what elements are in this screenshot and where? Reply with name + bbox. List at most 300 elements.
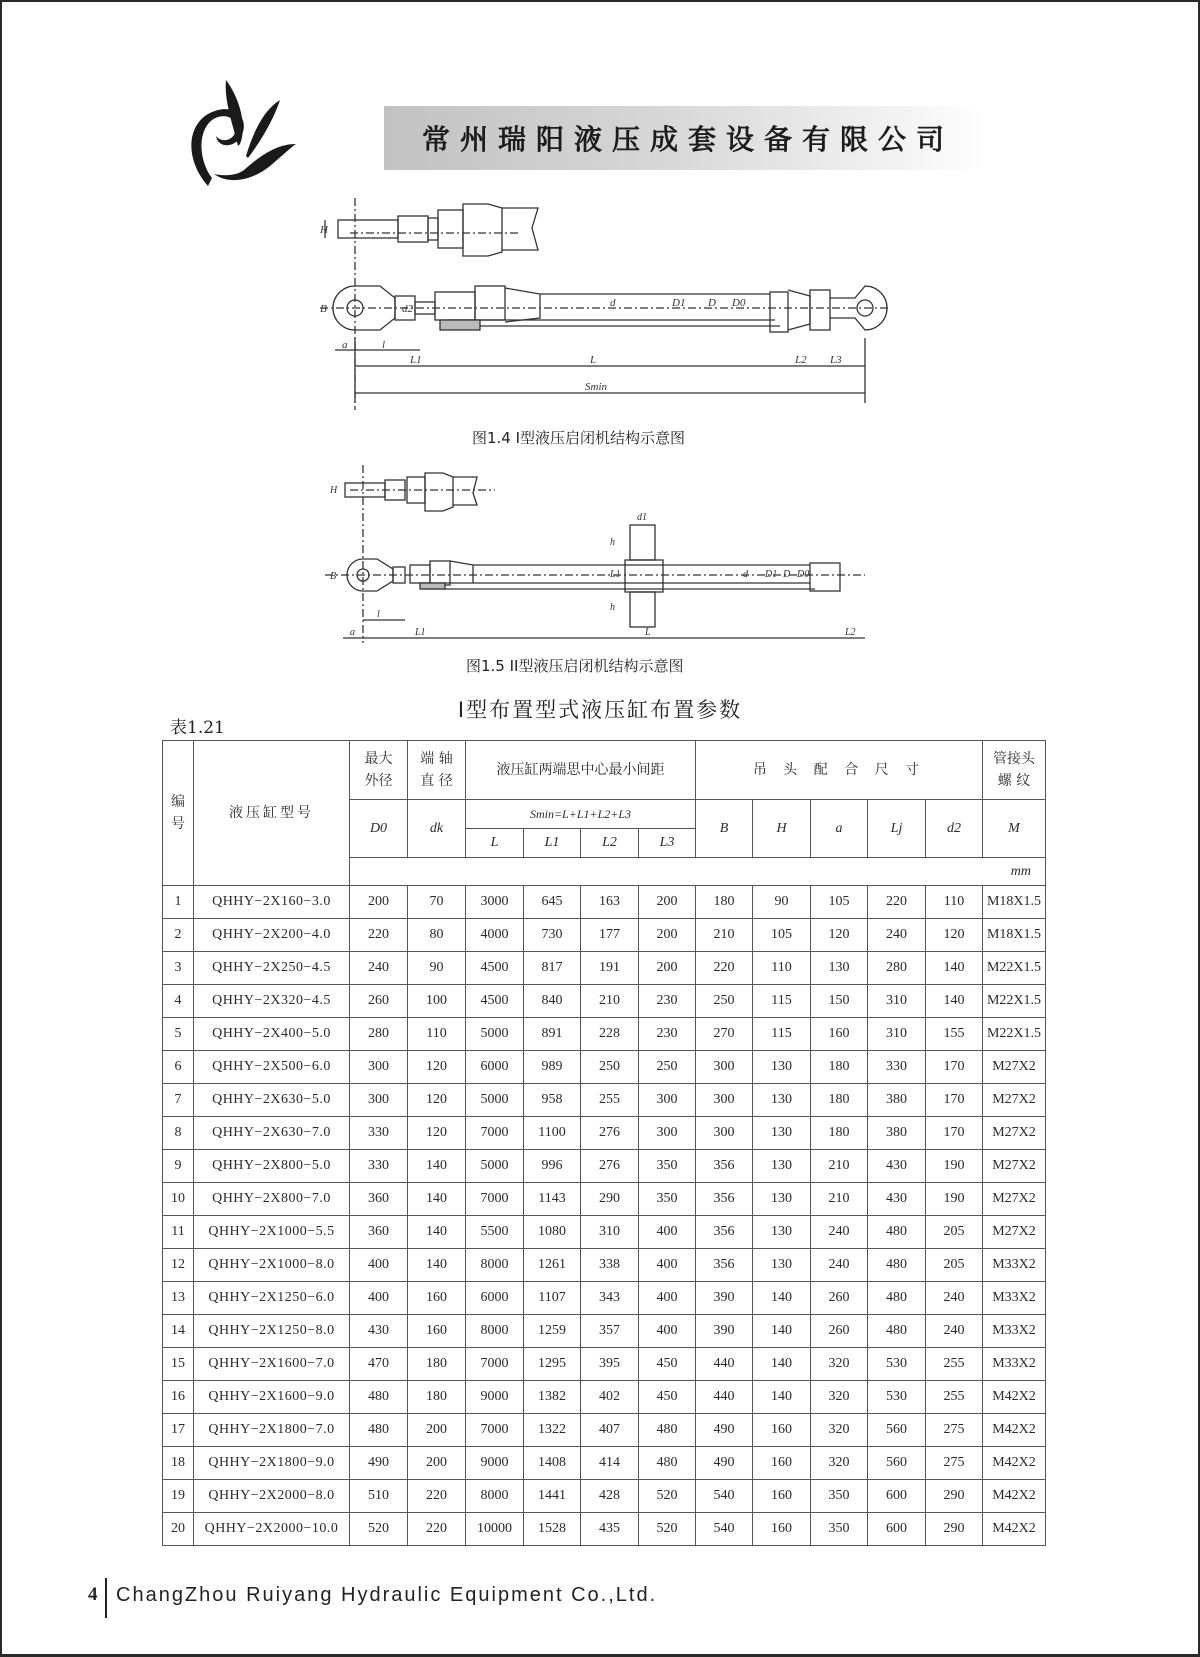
value-cell: 310: [868, 1018, 926, 1051]
value-cell: 130: [753, 1117, 811, 1150]
value-cell: 290: [926, 1480, 983, 1513]
value-cell: 1080: [524, 1216, 581, 1249]
model-cell: QHHY−2X2000−8.0: [194, 1480, 350, 1513]
value-cell: 240: [868, 919, 926, 952]
header-L2: L2: [581, 829, 639, 858]
value-cell: 600: [868, 1513, 926, 1546]
value-cell: 330: [868, 1051, 926, 1084]
value-cell: 200: [350, 886, 408, 919]
value-cell: 130: [811, 952, 868, 985]
value-cell: 1322: [524, 1414, 581, 1447]
value-cell: 4500: [466, 952, 524, 985]
row-number: 16: [163, 1381, 194, 1414]
value-cell: 90: [408, 952, 466, 985]
footer-divider: [105, 1578, 107, 1618]
svg-text:L: L: [645, 627, 651, 638]
svg-text:D: D: [783, 569, 791, 580]
value-cell: 300: [350, 1051, 408, 1084]
value-cell: 130: [753, 1150, 811, 1183]
svg-text:D1: D1: [765, 569, 778, 580]
value-cell: 400: [639, 1315, 696, 1348]
value-cell: 380: [868, 1117, 926, 1150]
table-row: [163, 1447, 1046, 1480]
row-number: 11: [163, 1216, 194, 1249]
header-no: 编号: [163, 741, 194, 886]
value-cell: 177: [581, 919, 639, 952]
row-number: 1: [163, 886, 194, 919]
page-number: 4: [88, 1584, 98, 1605]
row-number: 19: [163, 1480, 194, 1513]
value-cell: 155: [926, 1018, 983, 1051]
table-row: [163, 1150, 1046, 1183]
table-label: 表1.21: [170, 718, 225, 738]
value-cell: M33X2: [983, 1348, 1046, 1381]
value-cell: 210: [811, 1150, 868, 1183]
value-cell: 480: [868, 1249, 926, 1282]
row-number: 20: [163, 1513, 194, 1546]
value-cell: 250: [581, 1051, 639, 1084]
value-cell: 320: [811, 1348, 868, 1381]
header-pipe-thread: 管接头 螺 纹: [983, 741, 1046, 800]
model-cell: QHHY−2X630−5.0: [194, 1084, 350, 1117]
value-cell: 180: [408, 1348, 466, 1381]
value-cell: M27X2: [983, 1117, 1046, 1150]
svg-text:D: D: [708, 297, 716, 309]
value-cell: 180: [811, 1051, 868, 1084]
value-cell: M42X2: [983, 1513, 1046, 1546]
value-cell: 255: [926, 1348, 983, 1381]
svg-text:h: h: [610, 537, 615, 548]
value-cell: 160: [753, 1414, 811, 1447]
header-dk: dk: [408, 800, 466, 858]
value-cell: 90: [753, 886, 811, 919]
table-row: [163, 1051, 1046, 1084]
value-cell: M27X2: [983, 1084, 1046, 1117]
value-cell: 350: [639, 1150, 696, 1183]
row-number: 8: [163, 1117, 194, 1150]
value-cell: 260: [350, 985, 408, 1018]
value-cell: 540: [696, 1513, 753, 1546]
value-cell: 480: [868, 1216, 926, 1249]
value-cell: 380: [868, 1084, 926, 1117]
row-number: 13: [163, 1282, 194, 1315]
value-cell: 1295: [524, 1348, 581, 1381]
value-cell: 730: [524, 919, 581, 952]
value-cell: 180: [408, 1381, 466, 1414]
value-cell: M27X2: [983, 1216, 1046, 1249]
company-name-cn: 常州瑞阳液压成套设备有限公司: [422, 123, 955, 156]
table-body: [163, 886, 1046, 1546]
value-cell: 470: [350, 1348, 408, 1381]
value-cell: 200: [639, 952, 696, 985]
value-cell: 414: [581, 1447, 639, 1480]
value-cell: 7000: [466, 1414, 524, 1447]
value-cell: 260: [811, 1282, 868, 1315]
row-number: 5: [163, 1018, 194, 1051]
value-cell: M42X2: [983, 1381, 1046, 1414]
value-cell: 240: [926, 1315, 983, 1348]
value-cell: 180: [811, 1117, 868, 1150]
table-row: [163, 1348, 1046, 1381]
value-cell: M42X2: [983, 1414, 1046, 1447]
header-shaft-dia: 端 轴 直 径: [408, 741, 466, 800]
header-formula: Smin=L+L1+L2+L3: [466, 800, 696, 829]
value-cell: 390: [696, 1282, 753, 1315]
value-cell: 510: [350, 1480, 408, 1513]
value-cell: 395: [581, 1348, 639, 1381]
value-cell: 140: [753, 1315, 811, 1348]
value-cell: 260: [811, 1315, 868, 1348]
value-cell: 8000: [466, 1249, 524, 1282]
value-cell: 540: [696, 1480, 753, 1513]
value-cell: 290: [926, 1513, 983, 1546]
svg-text:a: a: [350, 627, 355, 638]
header-max-od: 最大外径: [350, 741, 408, 800]
header-M: M: [983, 800, 1046, 858]
value-cell: 300: [696, 1084, 753, 1117]
value-cell: 160: [811, 1018, 868, 1051]
value-cell: 270: [696, 1018, 753, 1051]
table-row: [163, 886, 1046, 919]
value-cell: 220: [696, 952, 753, 985]
figure-1-5-diagram: [325, 465, 865, 645]
svg-text:D1: D1: [672, 297, 686, 309]
value-cell: 300: [639, 1084, 696, 1117]
value-cell: 1107: [524, 1282, 581, 1315]
value-cell: 220: [408, 1513, 466, 1546]
value-cell: 140: [408, 1150, 466, 1183]
model-cell: QHHY−2X1250−8.0: [194, 1315, 350, 1348]
value-cell: M33X2: [983, 1315, 1046, 1348]
model-cell: QHHY−2X320−4.5: [194, 985, 350, 1018]
value-cell: 210: [581, 985, 639, 1018]
table-row: [163, 1282, 1046, 1315]
row-number: 9: [163, 1150, 194, 1183]
value-cell: 390: [696, 1315, 753, 1348]
value-cell: 130: [753, 1216, 811, 1249]
value-cell: 1528: [524, 1513, 581, 1546]
value-cell: M22X1.5: [983, 1018, 1046, 1051]
value-cell: 200: [639, 919, 696, 952]
header-D0: D0: [350, 800, 408, 858]
value-cell: 250: [639, 1051, 696, 1084]
value-cell: 160: [408, 1315, 466, 1348]
value-cell: 115: [753, 1018, 811, 1051]
value-cell: 255: [581, 1084, 639, 1117]
value-cell: M42X2: [983, 1480, 1046, 1513]
value-cell: 440: [696, 1381, 753, 1414]
header-lifting-head: 吊 头 配 合 尺 寸: [696, 741, 983, 800]
model-cell: QHHY−2X160−3.0: [194, 886, 350, 919]
value-cell: 356: [696, 1216, 753, 1249]
parameters-table: [162, 740, 1046, 1546]
value-cell: M18X1.5: [983, 886, 1046, 919]
model-cell: QHHY−2X1000−5.5: [194, 1216, 350, 1249]
value-cell: 430: [868, 1150, 926, 1183]
svg-text:L3: L3: [830, 354, 842, 366]
value-cell: 356: [696, 1150, 753, 1183]
value-cell: M27X2: [983, 1051, 1046, 1084]
value-cell: M33X2: [983, 1249, 1046, 1282]
value-cell: 8000: [466, 1315, 524, 1348]
svg-text:a: a: [342, 339, 348, 351]
value-cell: 170: [926, 1117, 983, 1150]
header-a: a: [811, 800, 868, 858]
header-min-distance: 液压缸两端思中心最小间距: [466, 741, 696, 800]
value-cell: 276: [581, 1117, 639, 1150]
value-cell: 120: [408, 1051, 466, 1084]
value-cell: 110: [408, 1018, 466, 1051]
value-cell: 3000: [466, 886, 524, 919]
value-cell: 989: [524, 1051, 581, 1084]
figure-1-5-caption: 图1.5 II型液压启闭机结构示意图: [466, 657, 684, 675]
svg-text:H: H: [320, 224, 328, 236]
value-cell: 1408: [524, 1447, 581, 1480]
svg-text:l: l: [377, 609, 380, 620]
value-cell: 310: [581, 1216, 639, 1249]
value-cell: 140: [753, 1381, 811, 1414]
value-cell: 160: [753, 1513, 811, 1546]
row-number: 10: [163, 1183, 194, 1216]
value-cell: 480: [639, 1447, 696, 1480]
table-row: [163, 1315, 1046, 1348]
value-cell: 275: [926, 1414, 983, 1447]
value-cell: 105: [811, 886, 868, 919]
value-cell: 220: [868, 886, 926, 919]
value-cell: 338: [581, 1249, 639, 1282]
svg-text:h: h: [610, 602, 615, 613]
value-cell: 130: [753, 1084, 811, 1117]
value-cell: 7000: [466, 1183, 524, 1216]
value-cell: 200: [408, 1414, 466, 1447]
model-cell: QHHY−2X1000−8.0: [194, 1249, 350, 1282]
value-cell: 300: [639, 1117, 696, 1150]
value-cell: 9000: [466, 1447, 524, 1480]
value-cell: 120: [408, 1084, 466, 1117]
company-name-en: ChangZhou Ruiyang Hydraulic Equipment Co.,Ltd.: [116, 1584, 658, 1606]
svg-text:d2: d2: [402, 303, 413, 315]
model-cell: QHHY−2X1250−6.0: [194, 1282, 350, 1315]
value-cell: 480: [350, 1381, 408, 1414]
row-number: 4: [163, 985, 194, 1018]
value-cell: 190: [926, 1150, 983, 1183]
value-cell: 276: [581, 1150, 639, 1183]
value-cell: 180: [696, 886, 753, 919]
value-cell: 210: [696, 919, 753, 952]
value-cell: 480: [868, 1282, 926, 1315]
value-cell: 480: [639, 1414, 696, 1447]
model-cell: QHHY−2X500−6.0: [194, 1051, 350, 1084]
value-cell: 357: [581, 1315, 639, 1348]
value-cell: 1259: [524, 1315, 581, 1348]
svg-text:d: d: [743, 569, 748, 580]
value-cell: 450: [639, 1348, 696, 1381]
value-cell: 240: [926, 1282, 983, 1315]
value-cell: 240: [811, 1249, 868, 1282]
value-cell: 1143: [524, 1183, 581, 1216]
table-row: [163, 1414, 1046, 1447]
value-cell: 120: [811, 919, 868, 952]
value-cell: 200: [408, 1447, 466, 1480]
value-cell: 817: [524, 952, 581, 985]
value-cell: 70: [408, 886, 466, 919]
value-cell: 140: [408, 1183, 466, 1216]
value-cell: 440: [696, 1348, 753, 1381]
value-cell: 220: [408, 1480, 466, 1513]
svg-text:l: l: [382, 339, 386, 351]
value-cell: 530: [868, 1348, 926, 1381]
svg-text:B: B: [320, 303, 327, 315]
value-cell: 140: [926, 952, 983, 985]
value-cell: 120: [408, 1117, 466, 1150]
row-number: 14: [163, 1315, 194, 1348]
value-cell: 320: [811, 1447, 868, 1480]
value-cell: 343: [581, 1282, 639, 1315]
table-row: [163, 1480, 1046, 1513]
model-cell: QHHY−2X1800−7.0: [194, 1414, 350, 1447]
row-number: 12: [163, 1249, 194, 1282]
model-cell: QHHY−2X1600−9.0: [194, 1381, 350, 1414]
header-L3: L3: [639, 829, 696, 858]
value-cell: 115: [753, 985, 811, 1018]
value-cell: 520: [639, 1480, 696, 1513]
value-cell: 4500: [466, 985, 524, 1018]
value-cell: 200: [639, 886, 696, 919]
value-cell: 9000: [466, 1381, 524, 1414]
value-cell: 356: [696, 1183, 753, 1216]
value-cell: 560: [868, 1447, 926, 1480]
value-cell: 180: [811, 1084, 868, 1117]
value-cell: 105: [753, 919, 811, 952]
value-cell: 5000: [466, 1018, 524, 1051]
value-cell: 240: [811, 1216, 868, 1249]
value-cell: 230: [639, 985, 696, 1018]
value-cell: 350: [811, 1513, 868, 1546]
svg-text:B: B: [330, 571, 337, 582]
svg-text:Smin: Smin: [585, 381, 607, 393]
svg-text:L2: L2: [845, 627, 856, 638]
value-cell: 530: [868, 1381, 926, 1414]
value-cell: 120: [926, 919, 983, 952]
value-cell: 645: [524, 886, 581, 919]
model-cell: QHHY−2X1800−9.0: [194, 1447, 350, 1480]
value-cell: 5500: [466, 1216, 524, 1249]
model-cell: QHHY−2X800−7.0: [194, 1183, 350, 1216]
value-cell: 100: [408, 985, 466, 1018]
value-cell: 520: [350, 1513, 408, 1546]
value-cell: 891: [524, 1018, 581, 1051]
svg-text:L1: L1: [415, 627, 426, 638]
svg-text:L1: L1: [610, 569, 621, 580]
table-row: [163, 1117, 1046, 1150]
value-cell: 110: [926, 886, 983, 919]
header-L1: L1: [524, 829, 581, 858]
value-cell: 160: [408, 1282, 466, 1315]
value-cell: 520: [639, 1513, 696, 1546]
value-cell: 160: [753, 1447, 811, 1480]
header-model: 液压缸型号: [194, 741, 350, 886]
value-cell: 996: [524, 1150, 581, 1183]
value-cell: 430: [350, 1315, 408, 1348]
value-cell: 350: [639, 1183, 696, 1216]
value-cell: 1382: [524, 1381, 581, 1414]
value-cell: 400: [350, 1282, 408, 1315]
value-cell: 490: [350, 1447, 408, 1480]
value-cell: 140: [408, 1249, 466, 1282]
value-cell: 190: [926, 1183, 983, 1216]
svg-text:H: H: [330, 485, 338, 496]
figure-1-4-diagram: [320, 198, 900, 418]
model-cell: QHHY−2X630−7.0: [194, 1117, 350, 1150]
value-cell: 110: [753, 952, 811, 985]
value-cell: M27X2: [983, 1183, 1046, 1216]
value-cell: 310: [868, 985, 926, 1018]
table-row: [163, 919, 1046, 952]
value-cell: 490: [696, 1414, 753, 1447]
svg-text:D0: D0: [797, 569, 810, 580]
value-cell: 1261: [524, 1249, 581, 1282]
row-number: 6: [163, 1051, 194, 1084]
value-cell: 400: [639, 1216, 696, 1249]
value-cell: 320: [811, 1381, 868, 1414]
value-cell: M22X1.5: [983, 952, 1046, 985]
value-cell: 140: [408, 1216, 466, 1249]
value-cell: 255: [926, 1381, 983, 1414]
row-number: 2: [163, 919, 194, 952]
table-row: [163, 1183, 1046, 1216]
value-cell: 170: [926, 1084, 983, 1117]
value-cell: 600: [868, 1480, 926, 1513]
row-number: 15: [163, 1348, 194, 1381]
table-row: [163, 952, 1046, 985]
table-row: [163, 1249, 1046, 1282]
value-cell: 10000: [466, 1513, 524, 1546]
value-cell: 320: [811, 1414, 868, 1447]
header-unit: mm: [350, 858, 1046, 886]
svg-text:d1: d1: [637, 512, 647, 523]
value-cell: 205: [926, 1249, 983, 1282]
model-cell: QHHY−2X400−5.0: [194, 1018, 350, 1051]
value-cell: 210: [811, 1183, 868, 1216]
value-cell: 1100: [524, 1117, 581, 1150]
value-cell: 450: [639, 1381, 696, 1414]
value-cell: 480: [868, 1315, 926, 1348]
table-row: [163, 1513, 1046, 1546]
header-B: B: [696, 800, 753, 858]
svg-text:L2: L2: [795, 354, 807, 366]
value-cell: 160: [753, 1480, 811, 1513]
value-cell: 958: [524, 1084, 581, 1117]
value-cell: 5000: [466, 1084, 524, 1117]
value-cell: 80: [408, 919, 466, 952]
value-cell: 428: [581, 1480, 639, 1513]
value-cell: 560: [868, 1414, 926, 1447]
value-cell: 280: [350, 1018, 408, 1051]
value-cell: 435: [581, 1513, 639, 1546]
value-cell: 400: [350, 1249, 408, 1282]
value-cell: 7000: [466, 1117, 524, 1150]
model-cell: QHHY−2X200−4.0: [194, 919, 350, 952]
value-cell: 360: [350, 1183, 408, 1216]
value-cell: 8000: [466, 1480, 524, 1513]
table-row: [163, 1018, 1046, 1051]
row-number: 3: [163, 952, 194, 985]
table-row: [163, 1084, 1046, 1117]
value-cell: 205: [926, 1216, 983, 1249]
value-cell: 430: [868, 1183, 926, 1216]
value-cell: 130: [753, 1183, 811, 1216]
value-cell: 7000: [466, 1348, 524, 1381]
